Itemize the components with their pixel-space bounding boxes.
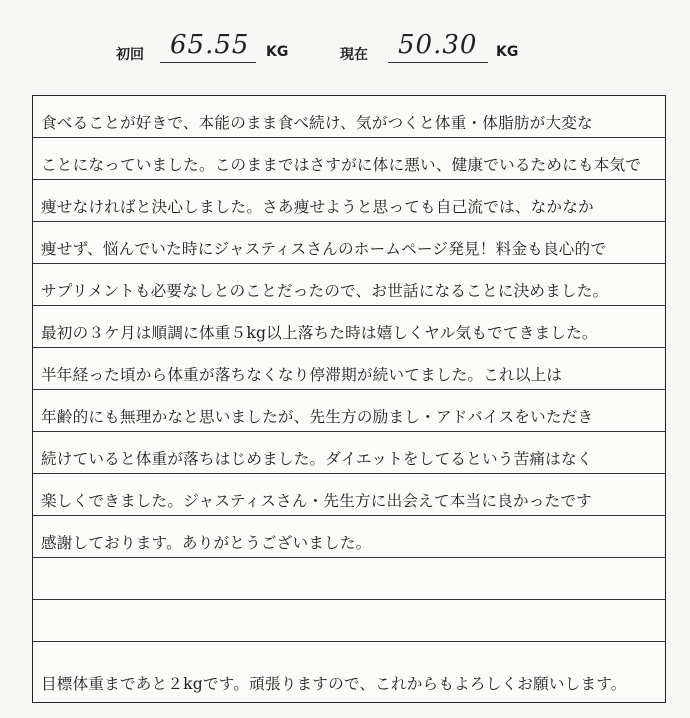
current-weight-value: 50.30 [398,30,478,60]
text-line [33,390,665,432]
initial-weight-underline [160,62,256,63]
text-line-empty [33,600,665,642]
text-line [33,306,665,348]
text-line [33,96,665,138]
weight-header [0,30,690,70]
text-line-content: 目標体重まであと２kgです。頑張りますので、これからもよろしくお願いします。 [41,675,627,693]
text-line [33,432,665,474]
text-line [33,642,665,702]
text-line-content: 食べることが好きで、本能のまま食べ続け、気がつくと体重・体脂肪が大変な [41,114,593,132]
current-weight-underline [388,62,488,63]
text-line-content: 年齢的にも無理かなと思いましたが、先生方の励まし・アドバイスをいただき [41,408,594,426]
text-line-content: 楽しくできました。ジャスティスさん・先生方に出会えて本当に良かったです [41,492,592,510]
initial-weight-value: 65.55 [170,30,250,60]
text-line-content: サプリメントも必要なしとのことだったので、お世話になることに決めました。 [41,282,609,300]
text-line [33,180,665,222]
text-line [33,516,665,558]
text-line-content: 痩せず、悩んでいた時にジャスティスさんのホームページ発見！料金も良心的で [41,240,607,258]
testimonial-sheet [32,95,666,703]
current-weight-unit: KG [496,44,519,60]
text-line [33,348,665,390]
text-line [33,264,665,306]
text-line-content: ことになっていました。このままではさすがに体に悪い、健康でいるためにも本気で [41,156,642,174]
text-line-empty [33,558,665,600]
text-line-content: 半年経った頃から体重が落ちなくなり停滞期が続いてました。これ以上は [41,366,563,384]
text-line-content: 痩せなければと決心しました。さあ痩せようと思っても自己流では、なかなか [41,198,594,216]
initial-weight-unit: KG [266,44,289,60]
text-line-content: 感謝しております。ありがとうございました。 [41,534,372,552]
text-line [33,474,665,516]
current-weight-label: 現在 [340,47,368,63]
text-line-content: 最初の３ケ月は順調に体重５kg以上落ちた時は嬉しくヤル気もでてきました。 [41,324,598,342]
initial-weight-label: 初回 [116,47,144,63]
text-line-content: 続けていると体重が落ちはじめました。ダイエットをしてるという苦痛はなく [41,450,593,468]
text-line [33,138,665,180]
text-line [33,222,665,264]
